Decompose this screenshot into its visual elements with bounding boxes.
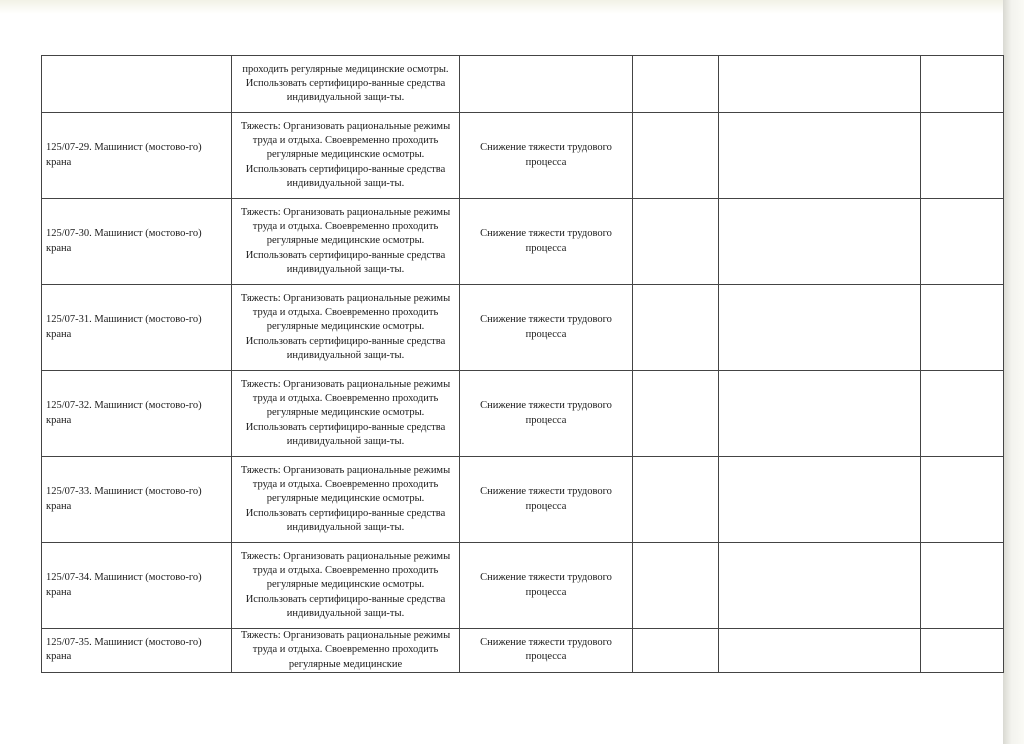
measures-table [41,55,1004,673]
position-cell: 125/07-31. Машинист (мостово-го) крана [42,285,232,371]
table-row [42,199,1004,285]
table-row [42,56,1004,113]
empty-cell [921,113,1004,199]
action-cell [232,543,460,629]
empty-cell [633,199,719,285]
action-text: Тяжесть: Организовать рациональные режимы труда и отдыха. Своевременно проходить регулярные медицинские осмотры. Использовать сертифициро-ванные средства индивидуальной защи-ты. [240,464,451,533]
empty-cell [921,199,1004,285]
goal-cell [460,56,633,113]
empty-cell [633,285,719,371]
action-text: Тяжесть: Организовать рациональные режимы труда и отдыха. Своевременно проходить регулярные медицинские осмотры. Использовать сертифициро-ванные средства индивидуальной защи-ты. [240,206,451,275]
empty-cell [719,56,921,113]
goal-cell: Снижение тяжести трудового процесса [460,113,633,199]
empty-cell [633,56,719,113]
goal-cell: Снижение тяжести трудового процесса [460,371,633,457]
action-text: Тяжесть: Организовать рациональные режимы труда и отдыха. Своевременно проходить регулярные медицинские осмотры. Использовать сертифициро-ванные средства индивидуальной защи-ты. [240,120,451,189]
action-text: Тяжесть: Организовать рациональные режимы труда и отдыха. Своевременно проходить регулярные медицинские осмотры. Использовать сертифициро-ванные средства индивидуальной защи-ты. [240,292,451,361]
scan-top-edge [0,0,1024,14]
empty-cell [921,543,1004,629]
empty-cell [719,113,921,199]
action-cell [232,285,460,371]
empty-cell [719,457,921,543]
position-cell: 125/07-33. Машинист (мостово-го) крана [42,457,232,543]
empty-cell [633,629,719,673]
empty-cell [633,113,719,199]
position-cell: 125/07-29. Машинист (мостово-го) крана [42,113,232,199]
table-row [42,285,1004,371]
table-row [42,113,1004,199]
position-cell [42,56,232,113]
goal-cell: Снижение тяжести трудового процесса [460,629,633,673]
action-cell [232,199,460,285]
empty-cell [921,629,1004,673]
action-cell [232,56,460,113]
table-row [42,629,1004,673]
table-row [42,543,1004,629]
empty-cell [633,543,719,629]
position-cell: 125/07-35. Машинист (мостово-го) крана [42,629,232,673]
empty-cell [921,457,1004,543]
table-row [42,371,1004,457]
scan-right-edge [1003,0,1024,744]
action-text: Тяжесть: Организовать рациональные режимы труда и отдыха. Своевременно проходить регулярные медицинские [240,630,451,670]
goal-cell: Снижение тяжести трудового процесса [460,543,633,629]
goal-cell: Снижение тяжести трудового процесса [460,457,633,543]
position-cell: 125/07-32. Машинист (мостово-го) крана [42,371,232,457]
empty-cell [719,543,921,629]
action-text: Тяжесть: Организовать рациональные режимы труда и отдыха. Своевременно проходить регулярные медицинские осмотры. Использовать сертифициро-ванные средства индивидуальной защи-ты. [240,378,451,447]
empty-cell [633,371,719,457]
empty-cell [921,285,1004,371]
action-text: Тяжесть: Организовать рациональные режимы труда и отдыха. Своевременно проходить регулярные медицинские осмотры. Использовать сертифициро-ванные средства индивидуальной защи-ты. [240,550,451,619]
empty-cell [921,371,1004,457]
empty-cell [921,56,1004,113]
action-cell [232,113,460,199]
action-text: проходить регулярные медицинские осмотры. Использовать сертифициро-ванные средства индивидуальной защи-ты. [242,63,449,104]
empty-cell [633,457,719,543]
action-cell [232,371,460,457]
empty-cell [719,629,921,673]
action-cell [232,457,460,543]
position-cell: 125/07-34. Машинист (мостово-го) крана [42,543,232,629]
action-cell [232,629,460,673]
position-cell: 125/07-30. Машинист (мостово-го) крана [42,199,232,285]
goal-cell: Снижение тяжести трудового процесса [460,285,633,371]
goal-cell: Снижение тяжести трудового процесса [460,199,633,285]
empty-cell [719,199,921,285]
table-row [42,457,1004,543]
empty-cell [719,285,921,371]
empty-cell [719,371,921,457]
